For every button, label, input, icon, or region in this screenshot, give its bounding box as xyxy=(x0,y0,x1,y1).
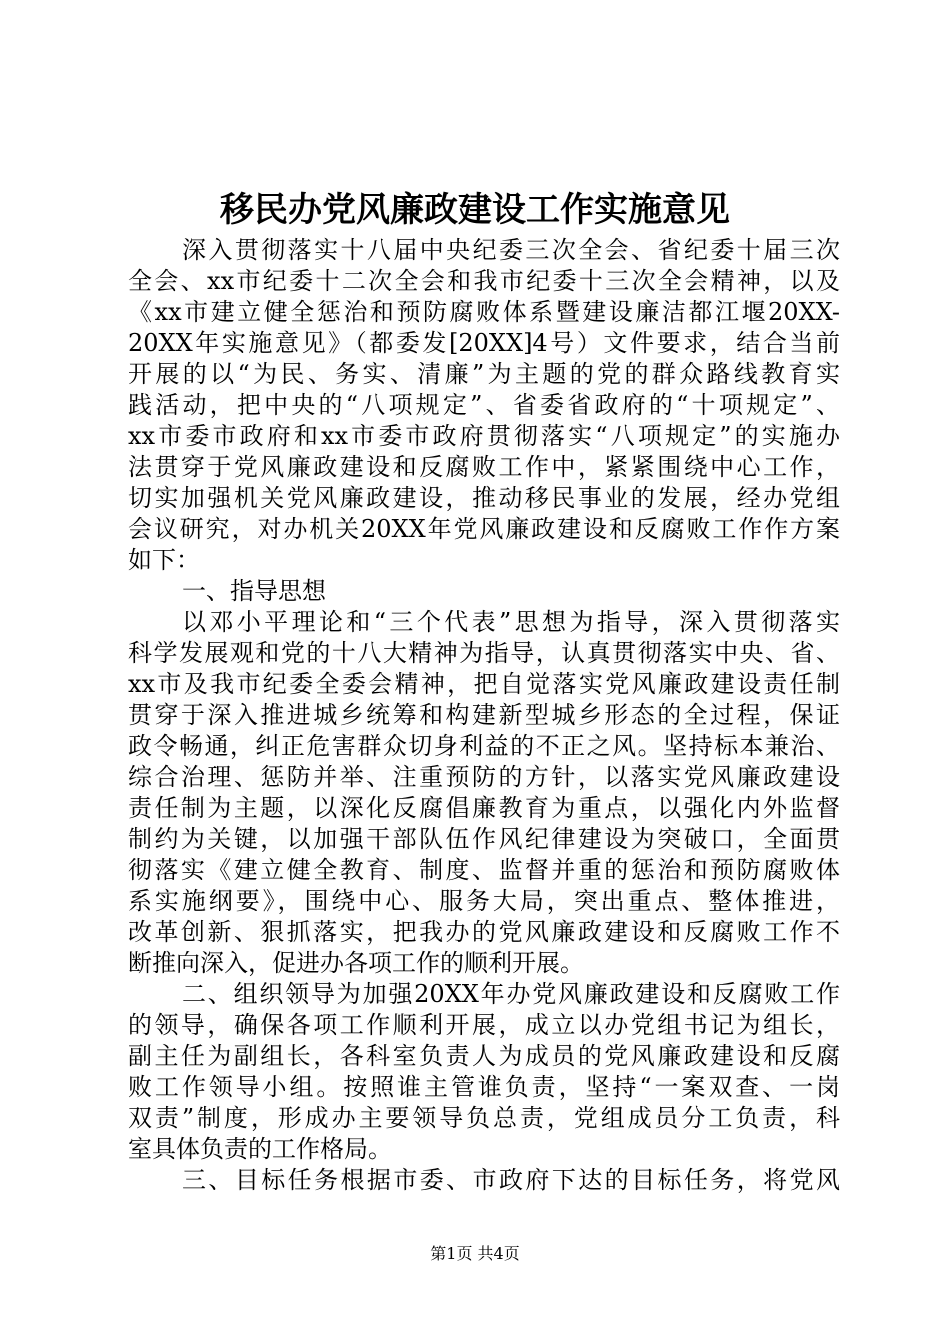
body-line: 副主任为副组长，各科室负责人为成员的党风廉政建设和反腐 xyxy=(128,1042,840,1070)
body-line: 法贯穿于党风廉政建设和反腐败工作中，紧紧围绕中心工作， xyxy=(128,453,840,481)
body-line: 政令畅通，纠正危害群众切身利益的不正之风。坚持标本兼治、 xyxy=(128,732,840,760)
body-line: 会议研究，对办机关20XX年党风廉政建设和反腐败工作作方案 xyxy=(128,515,840,543)
body-line: 责任制为主题，以深化反腐倡廉教育为重点，以强化内外监督 xyxy=(128,794,840,822)
body-line: 综合治理、惩防并举、注重预防的方针，以落实党风廉政建设 xyxy=(128,763,840,791)
document-body xyxy=(128,235,840,1196)
body-line: 践活动，把中央的“八项规定”、省委省政府的“十项规定”、 xyxy=(128,391,840,419)
body-line: 三、目标任务根据市委、市政府下达的目标任务，将党风 xyxy=(182,1166,840,1194)
body-line: 《xx市建立健全惩治和预防腐败体系暨建设廉洁都江堰20XX- xyxy=(128,298,840,326)
body-line: 深入贯彻落实十八届中央纪委三次全会、省纪委十届三次 xyxy=(182,236,840,264)
body-line: xx市委市政府和xx市委市政府贯彻落实“八项规定”的实施办 xyxy=(128,422,840,450)
body-line: 室具体负责的工作格局。 xyxy=(128,1135,392,1163)
body-line: 断推向深入，促进办各项工作的顺利开展。 xyxy=(128,949,584,977)
body-line: 制约为关键，以加强干部队伍作风纪律建设为突破口，全面贯 xyxy=(128,825,840,853)
body-line: 贯穿于深入推进城乡统筹和构建新型城乡形态的全过程，保证 xyxy=(128,701,840,729)
body-line: 以邓小平理论和“三个代表”思想为指导，深入贯彻落实 xyxy=(182,608,840,636)
body-line: 彻落实《建立健全教育、制度、监督并重的惩治和预防腐败体 xyxy=(128,856,840,884)
body-line: 切实加强机关党风廉政建设，推动移民事业的发展，经办党组 xyxy=(128,484,840,512)
body-line: 如下： xyxy=(128,546,200,574)
page-footer: 第1页 共4页 xyxy=(430,1244,520,1263)
body-line: 开展的以“为民、务实、清廉”为主题的党的群众路线教育实 xyxy=(128,360,840,388)
body-line: 改革创新、狠抓落实，把我办的党风廉政建设和反腐败工作不 xyxy=(128,918,840,946)
body-line: 全会、xx市纪委十二次全会和我市纪委十三次全会精神，以及 xyxy=(128,267,840,295)
body-line: xx市及我市纪委全委会精神，把自觉落实党风廉政建设责任制 xyxy=(128,670,840,698)
body-line: 的领导，确保各项工作顺利开展，成立以办党组书记为组长， xyxy=(128,1011,840,1039)
body-line: 二、组织领导为加强20XX年办党风廉政建设和反腐败工作 xyxy=(182,980,840,1008)
body-line: 20XX年实施意见》（都委发[20XX]4号）文件要求，结合当前 xyxy=(128,329,840,357)
body-line: 双责”制度，形成办主要领导负总责，党组成员分工负责，科 xyxy=(128,1104,840,1132)
body-line: 科学发展观和党的十八大精神为指导，认真贯彻落实中央、省、 xyxy=(128,639,840,667)
document-title: 移民办党风廉政建设工作实施意见 xyxy=(220,190,730,230)
body-line: 败工作领导小组。按照谁主管谁负责，坚持“一案双查、一岗 xyxy=(128,1073,840,1101)
body-line: 一、指导思想 xyxy=(182,577,326,605)
body-line: 系实施纲要》，围绕中心、服务大局，突出重点、整体推进， xyxy=(128,887,840,915)
